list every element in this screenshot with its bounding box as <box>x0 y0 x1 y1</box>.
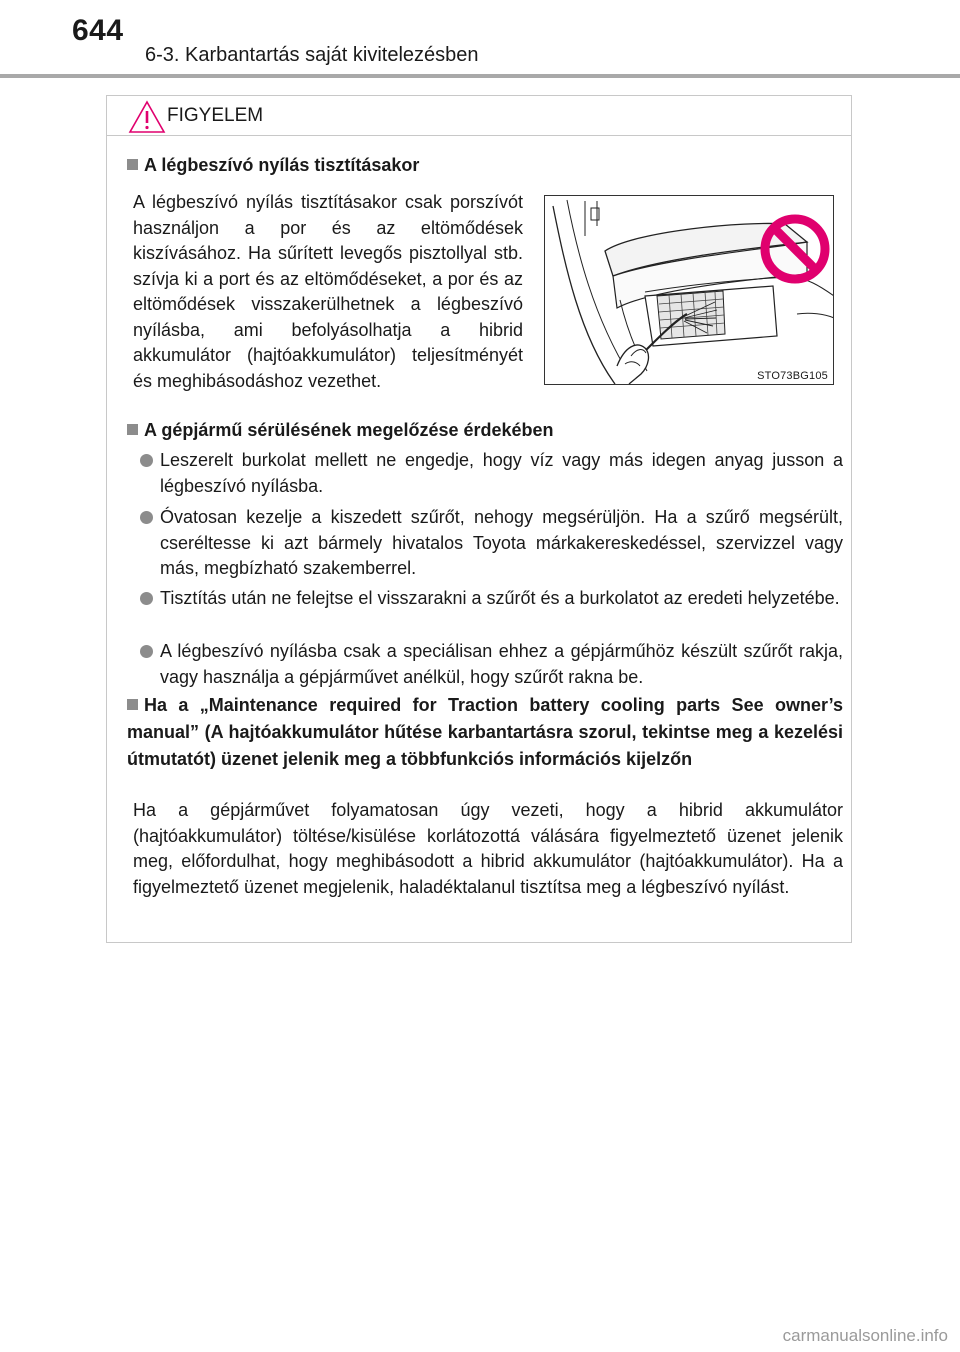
air-intake-cleaning-text: A légbeszívó nyílás tisztításakor csak porszívót használjon a por és az eltömődések kiszívásához. Ha sűrített levegős pisztollyal stb. szívja ki a port és az eltömődéseket, a por és az eltömődések visszakerülhetnek a légbeszívó nyílásba, ami befolyásolhatja a hibrid akkumulátor (hajtóakkumulátor) teljesítményét és meghibásodáshoz vezethet. <box>133 192 523 391</box>
circle-bullet-icon <box>140 645 153 658</box>
watermark: carmanualsonline.info <box>782 1326 948 1345</box>
section-heading-text: A légbeszívó nyílás tisztításakor <box>144 155 420 175</box>
square-bullet-icon <box>127 699 138 710</box>
list-item <box>140 639 843 690</box>
circle-bullet-icon <box>140 592 153 605</box>
warning-triangle-icon <box>127 99 167 135</box>
section-heading-text: A gépjármű sérülésének megelőzése érdekében <box>144 420 554 440</box>
section-heading-traction-battery-message <box>127 692 843 773</box>
section-title: 6-3. Karbantartás saját kivitelezésben <box>145 44 479 66</box>
list-item-text: Óvatosan kezelje a kiszedett szűrőt, nehogy megsérüljön. Ha a szűrő megsérült, cseréltesse ki azt bármely hivatalos Toyota márkakereskedéssel, szervizzel vagy más, megbízható szakemberrel. <box>160 507 843 578</box>
square-bullet-icon <box>127 159 138 170</box>
vacuum-cleaning-illustration <box>545 196 834 385</box>
figure-code: STO73BG105 <box>757 370 828 382</box>
warning-box <box>106 95 852 943</box>
circle-bullet-icon <box>140 511 153 524</box>
square-bullet-icon <box>127 424 138 435</box>
page-header <box>0 0 960 80</box>
warning-header <box>107 96 851 136</box>
list-item <box>140 505 843 582</box>
section-heading-vehicle-damage <box>127 417 843 444</box>
list-item-text: Leszerelt burkolat mellett ne engedje, hogy víz vagy más idegen anyag jusson a légbeszívó nyílásba. <box>160 450 843 496</box>
air-intake-illustration <box>544 195 834 385</box>
list-item <box>140 586 843 612</box>
traction-battery-message-text: Ha a gépjárművet folyamatosan úgy vezeti, hogy a hibrid akkumulátor (hajtóakkumulátor) töltése/kisülése korlátozottá válására figyelmeztető üzenet jelenik meg, előfordulhat, hogy meghibásodott a hibrid akkumulátor (hajtóakkumulátor). Ha a figyelmeztető üzenet megjelenik, haladéktalanul tisztítsa meg a légbeszívó nyílást. <box>133 800 843 897</box>
list-item-text: A légbeszívó nyílásba csak a speciálisan ehhez a gépjárműhöz készült szűrőt rakja, vagy használja a gépjárművet anélkül, hogy szűrőt rakna be. <box>160 641 843 687</box>
page-number: 644 <box>72 14 124 47</box>
list-item-text: Tisztítás után ne felejtse el visszarakni a szűrőt és a burkolatot az eredeti helyzetébe. <box>160 588 840 608</box>
circle-bullet-icon <box>140 454 153 467</box>
list-item <box>140 448 843 499</box>
section-heading-text: Ha a „Maintenance required for Traction battery cooling parts See owner’s manual” (A hajtóakkumulátor hűtése karbantartásra szorul, tekintse meg a kezelési útmutatót) üzenet jelenik meg a többfunkciós információs kijelzőn <box>127 695 843 769</box>
warning-label: FIGYELEM <box>167 105 264 126</box>
section-heading-air-intake-cleaning <box>127 152 843 179</box>
header-rule <box>0 74 960 78</box>
